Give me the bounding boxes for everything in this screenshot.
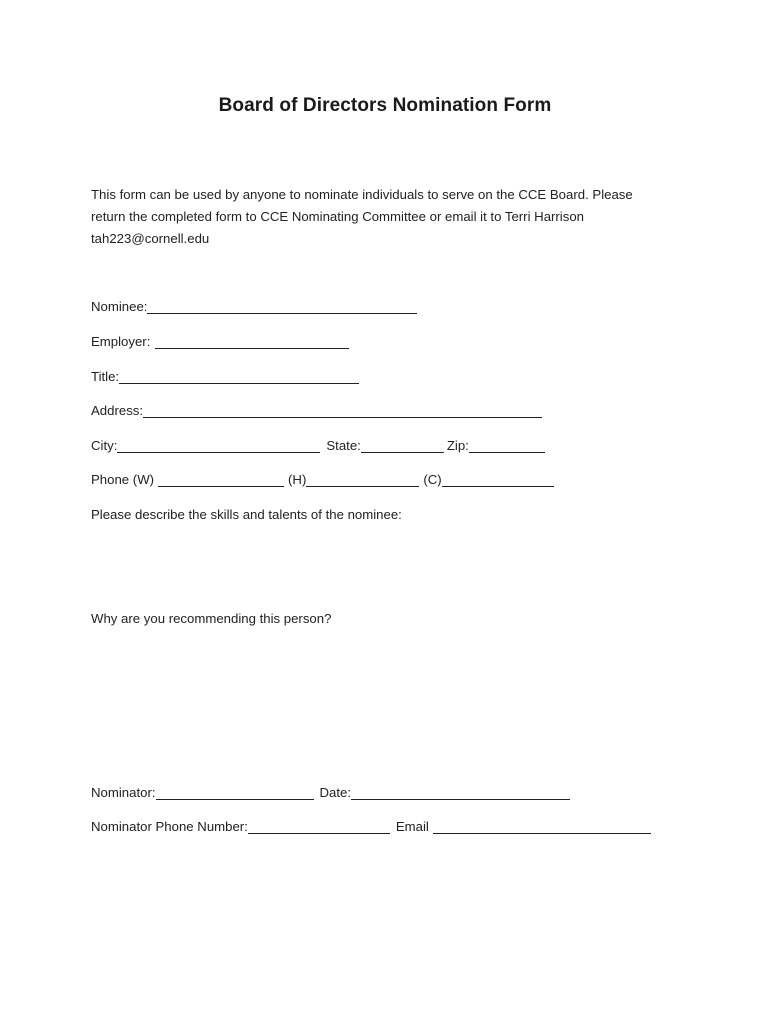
why-prompt-label: Why are you recommending this person? — [91, 611, 332, 626]
phone-work-label: Phone (W) — [91, 472, 155, 487]
email-label: Email — [395, 819, 429, 834]
phone-cell-label: (C) — [423, 472, 442, 487]
address-row — [91, 401, 542, 421]
city-label: City: — [91, 438, 118, 453]
date-label: Date: — [319, 785, 352, 800]
nominee-field[interactable] — [147, 299, 417, 314]
nominator-label: Nominator: — [91, 785, 156, 800]
address-field[interactable] — [143, 403, 542, 418]
phone-home-field[interactable] — [306, 472, 419, 487]
nominator-phone-email-row — [91, 817, 651, 837]
why-prompt-row — [91, 609, 331, 629]
intro-email-line: tah223@cornell.edu — [91, 231, 210, 246]
phone-cell-field[interactable] — [442, 472, 554, 487]
phone-row — [91, 470, 554, 490]
intro-paragraph — [91, 184, 671, 250]
phone-work-field[interactable] — [158, 472, 284, 487]
nominator-phone-label: Nominator Phone Number: — [91, 819, 248, 834]
nominee-label: Nominee: — [91, 299, 148, 314]
intro-line: return the completed form to CCE Nominating Committee or email it to Terri Harrison — [91, 209, 584, 224]
page-title: Board of Directors Nomination Form — [218, 95, 552, 116]
zip-field[interactable] — [469, 438, 545, 453]
nominator-field[interactable] — [156, 785, 314, 800]
intro-line: This form can be used by anyone to nominate individuals to serve on the CCE Board. Please — [91, 187, 633, 202]
nominee-row — [91, 297, 417, 317]
title-row — [91, 367, 359, 387]
state-field[interactable] — [361, 438, 444, 453]
city-state-zip-row — [91, 436, 545, 456]
email-field[interactable] — [433, 819, 651, 834]
zip-label: Zip: — [446, 438, 469, 453]
nominator-phone-field[interactable] — [248, 819, 390, 834]
state-label: State: — [326, 438, 361, 453]
phone-home-label: (H) — [288, 472, 307, 487]
skills-prompt-label: Please describe the skills and talents of the nominee: — [91, 507, 402, 522]
title-field[interactable] — [119, 369, 359, 384]
city-field[interactable] — [117, 438, 320, 453]
title-label: Title: — [91, 369, 120, 384]
skills-prompt-row — [91, 505, 402, 525]
nominator-date-row — [91, 783, 570, 803]
employer-field[interactable] — [155, 334, 349, 349]
employer-row — [91, 332, 349, 352]
date-field[interactable] — [351, 785, 570, 800]
employer-label: Employer: — [91, 334, 151, 349]
address-label: Address: — [91, 403, 144, 418]
